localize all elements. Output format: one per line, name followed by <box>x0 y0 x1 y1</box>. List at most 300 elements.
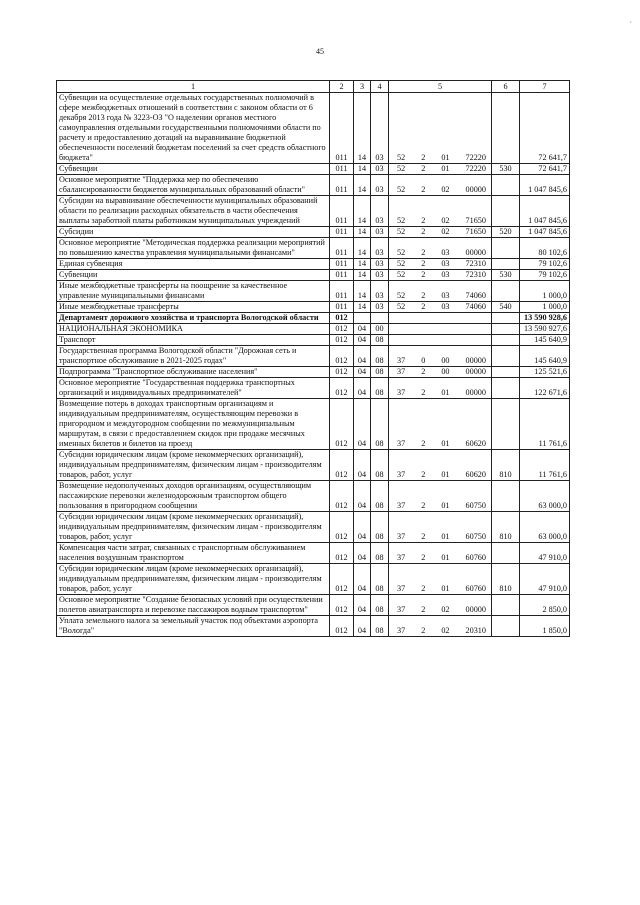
target-article-parts <box>391 270 489 280</box>
table-row <box>57 450 570 481</box>
amount-value: 80 102,6 <box>520 238 570 259</box>
target-article-part: 2 <box>421 185 426 194</box>
target-article-parts <box>391 439 489 449</box>
table-row <box>57 238 570 259</box>
grbs-code: 011 <box>330 270 354 281</box>
row-name: Уплата земельного налога за земельный участок под объектами аэропорта "Вологда" <box>57 616 330 637</box>
row-name: Единая субвенция <box>57 259 330 270</box>
section-code: 14 <box>354 93 371 164</box>
row-name: НАЦИОНАЛЬНАЯ ЭКОНОМИКА <box>57 324 330 335</box>
expense-type-code <box>492 313 520 324</box>
target-article-code <box>389 378 492 399</box>
subsection-code: 03 <box>371 270 389 281</box>
target-article-part: 2 <box>421 291 426 300</box>
section-code: 14 <box>354 196 371 227</box>
table-row <box>57 313 570 324</box>
expense-type-code <box>492 281 520 302</box>
target-article-code <box>389 399 492 450</box>
grbs-code: 012 <box>330 378 354 399</box>
target-article-part: 00000 <box>465 248 486 257</box>
subsection-code: 08 <box>371 481 389 512</box>
amount-value: 1 000,0 <box>520 302 570 313</box>
subsection-code: 03 <box>371 164 389 175</box>
target-article-part: 37 <box>397 356 406 365</box>
amount-value: 1 047 845,6 <box>520 175 570 196</box>
expense-type-code <box>492 616 520 637</box>
amount-value: 63 000,0 <box>520 481 570 512</box>
target-article-part: 60750 <box>465 501 486 510</box>
target-article-parts <box>391 584 489 594</box>
section-code: 14 <box>354 270 371 281</box>
table-row <box>57 378 570 399</box>
section-code: 04 <box>354 595 371 616</box>
target-article-part: 02 <box>441 605 450 614</box>
target-article-code <box>389 227 492 238</box>
subsection-code: 03 <box>371 259 389 270</box>
target-article-parts <box>391 185 489 195</box>
row-name: Субсидии юридическим лицам (кроме некоммерческих организаций), индивидуальным предпринимателям, физическим лицам - производителям товаров, работ, услуг <box>57 512 330 543</box>
grbs-code: 011 <box>330 175 354 196</box>
target-article-part: 37 <box>397 367 406 376</box>
row-name: Основное мероприятие "Поддержка мер по обеспечению сбалансированности бюджетов муниципальных образований области" <box>57 175 330 196</box>
table-row <box>57 481 570 512</box>
target-article-part: 52 <box>397 291 406 300</box>
target-article-part: 2 <box>421 553 426 562</box>
expense-type-code <box>492 543 520 564</box>
target-article-part: 2 <box>421 302 426 311</box>
table-row <box>57 564 570 595</box>
expense-type-code: 540 <box>492 302 520 313</box>
expense-type-code <box>492 346 520 367</box>
subsection-code: 08 <box>371 543 389 564</box>
table-row <box>57 93 570 164</box>
row-name: Субвенции <box>57 164 330 175</box>
subsection-code: 08 <box>371 399 389 450</box>
grbs-code: 012 <box>330 367 354 378</box>
target-article-part: 03 <box>441 291 450 300</box>
section-code: 04 <box>354 543 371 564</box>
expense-type-code: 530 <box>492 164 520 175</box>
target-article-part: 00000 <box>465 388 486 397</box>
grbs-code: 012 <box>330 543 354 564</box>
target-article-code <box>389 281 492 302</box>
target-article-part: 2 <box>421 367 426 376</box>
grbs-code: 012 <box>330 450 354 481</box>
amount-value: 63 000,0 <box>520 512 570 543</box>
target-article-part: 2 <box>421 470 426 479</box>
expense-type-code: 520 <box>492 227 520 238</box>
grbs-code: 011 <box>330 281 354 302</box>
target-article-part: 52 <box>397 164 406 173</box>
target-article-part: 37 <box>397 605 406 614</box>
target-article-code <box>389 196 492 227</box>
target-article-part: 60760 <box>465 553 486 562</box>
target-article-code <box>389 238 492 259</box>
target-article-part: 52 <box>397 227 406 236</box>
target-article-code <box>389 335 492 346</box>
subsection-code: 08 <box>371 564 389 595</box>
target-article-part: 03 <box>441 259 450 268</box>
section-code: 14 <box>354 281 371 302</box>
subsection-code: 08 <box>371 335 389 346</box>
table-row <box>57 196 570 227</box>
grbs-code: 011 <box>330 302 354 313</box>
expense-type-code <box>492 93 520 164</box>
target-article-part: 52 <box>397 259 406 268</box>
table-row <box>57 281 570 302</box>
grbs-code: 011 <box>330 227 354 238</box>
amount-value: 1 047 845,6 <box>520 227 570 238</box>
subsection-code: 03 <box>371 302 389 313</box>
section-code: 04 <box>354 450 371 481</box>
amount-value: 47 910,0 <box>520 564 570 595</box>
grbs-code: 011 <box>330 93 354 164</box>
target-article-parts <box>391 501 489 511</box>
section-code: 14 <box>354 175 371 196</box>
target-article-part: 02 <box>441 227 450 236</box>
amount-value: 2 850,0 <box>520 595 570 616</box>
target-article-code <box>389 481 492 512</box>
table-row <box>57 399 570 450</box>
table-row <box>57 335 570 346</box>
table-header-row <box>57 81 570 93</box>
subsection-code: 00 <box>371 324 389 335</box>
target-article-part: 01 <box>441 164 450 173</box>
target-article-part: 01 <box>441 388 450 397</box>
expense-type-code: 810 <box>492 512 520 543</box>
target-article-part: 37 <box>397 553 406 562</box>
target-article-parts <box>391 470 489 480</box>
target-article-parts <box>391 388 489 398</box>
target-article-part: 2 <box>421 501 426 510</box>
amount-value: 13 590 928,6 <box>520 313 570 324</box>
subsection-code: 03 <box>371 196 389 227</box>
target-article-part: 00 <box>441 356 450 365</box>
target-article-code <box>389 93 492 164</box>
header-col-4: 4 <box>371 81 389 93</box>
target-article-part: 52 <box>397 270 406 279</box>
grbs-code: 011 <box>330 196 354 227</box>
page-number: 45 <box>316 47 324 56</box>
row-name: Субсидии юридическим лицам (кроме некоммерческих организаций), индивидуальным предпринимателям, физическим лицам - производителям товаров, работ, услуг <box>57 564 330 595</box>
target-article-part: 52 <box>397 153 406 162</box>
target-article-part: 00000 <box>465 356 486 365</box>
grbs-code: 012 <box>330 313 354 324</box>
target-article-parts <box>391 532 489 542</box>
subsection-code <box>371 313 389 324</box>
amount-value: 79 102,6 <box>520 270 570 281</box>
target-article-code <box>389 564 492 595</box>
target-article-code <box>389 512 492 543</box>
target-article-part: 0 <box>421 356 426 365</box>
subsection-code: 03 <box>371 238 389 259</box>
grbs-code: 011 <box>330 259 354 270</box>
target-article-part: 2 <box>421 248 426 257</box>
target-article-part: 01 <box>441 501 450 510</box>
table-row <box>57 616 570 637</box>
row-name: Основное мероприятие "Создание безопасных условий при осуществлении полетов авиатранспорта и перевозке пассажиров водным транспортом" <box>57 595 330 616</box>
expense-type-code: 530 <box>492 270 520 281</box>
expense-type-code <box>492 335 520 346</box>
grbs-code: 012 <box>330 335 354 346</box>
target-article-part: 37 <box>397 584 406 593</box>
amount-value: 13 590 927,6 <box>520 324 570 335</box>
target-article-part: 03 <box>441 302 450 311</box>
target-article-part: 60760 <box>465 584 486 593</box>
target-article-part: 37 <box>397 501 406 510</box>
grbs-code: 012 <box>330 481 354 512</box>
row-name: Подпрограмма "Транспортное обслуживание населения" <box>57 367 330 378</box>
target-article-code <box>389 259 492 270</box>
subsection-code: 03 <box>371 93 389 164</box>
header-col-6: 6 <box>492 81 520 93</box>
target-article-part: 37 <box>397 532 406 541</box>
row-name: Субсидии юридическим лицам (кроме некоммерческих организаций), индивидуальным предпринимателям, физическим лицам - производителям товаров, работ, услуг <box>57 450 330 481</box>
subsection-code: 08 <box>371 512 389 543</box>
target-article-part: 01 <box>441 470 450 479</box>
table-row <box>57 512 570 543</box>
target-article-part: 02 <box>441 185 450 194</box>
subsection-code: 03 <box>371 281 389 302</box>
target-article-code <box>389 324 492 335</box>
target-article-parts <box>391 248 489 258</box>
expense-type-code <box>492 324 520 335</box>
amount-value: 1 047 845,6 <box>520 196 570 227</box>
table-row <box>57 543 570 564</box>
header-col-3: 3 <box>354 81 371 93</box>
table-row <box>57 595 570 616</box>
target-article-part: 37 <box>397 626 406 635</box>
target-article-part: 00 <box>441 367 450 376</box>
target-article-part: 03 <box>441 270 450 279</box>
target-article-part: 00000 <box>465 605 486 614</box>
expense-type-code <box>492 259 520 270</box>
header-col-5: 5 <box>389 81 492 93</box>
target-article-part: 60620 <box>465 470 486 479</box>
target-article-part: 2 <box>421 227 426 236</box>
expense-type-code <box>492 378 520 399</box>
target-article-parts <box>391 367 489 377</box>
row-name: Субсидии на выравнивание обеспеченности муниципальных образований области по реализации расходных обязательств в части обеспечения выплаты заработной платы работникам муниципальных учреждений <box>57 196 330 227</box>
target-article-code <box>389 595 492 616</box>
subsection-code: 03 <box>371 175 389 196</box>
amount-value: 1 000,0 <box>520 281 570 302</box>
row-name: Субвенции на осуществление отдельных государственных полномочий в сфере межбюджетных отношений в соответствии с законом области от 6 декабря 2013 года № 3223-ОЗ "О наделении органов местного самоуправления отдельными государственными полномочиями области по расчету и предоставлению дотаций на выравнивание бюджетной обеспеченности поселений бюджетам поселений за счет средств областного бюджета" <box>57 93 330 164</box>
target-article-part: 2 <box>421 584 426 593</box>
subsection-code: 03 <box>371 227 389 238</box>
target-article-parts <box>391 164 489 174</box>
amount-value: 72 641,7 <box>520 93 570 164</box>
section-code: 04 <box>354 399 371 450</box>
target-article-parts <box>391 291 489 301</box>
target-article-part: 2 <box>421 605 426 614</box>
target-article-part: 2 <box>421 259 426 268</box>
target-article-parts <box>391 259 489 269</box>
grbs-code: 012 <box>330 512 354 543</box>
target-article-part: 2 <box>421 439 426 448</box>
amount-value: 47 910,0 <box>520 543 570 564</box>
row-name: Компенсация части затрат, связанных с транспортным обслуживанием населения воздушным транспортом <box>57 543 330 564</box>
target-article-part: 2 <box>421 388 426 397</box>
section-code: 14 <box>354 164 371 175</box>
target-article-part: 72310 <box>465 259 486 268</box>
grbs-code: 012 <box>330 324 354 335</box>
row-name: Основное мероприятие "Методическая поддержка реализации мероприятий по повышению качества управления муниципальными финансами" <box>57 238 330 259</box>
grbs-code: 011 <box>330 238 354 259</box>
target-article-code <box>389 346 492 367</box>
amount-value: 11 761,6 <box>520 399 570 450</box>
table-row <box>57 175 570 196</box>
grbs-code: 012 <box>330 595 354 616</box>
target-article-code <box>389 302 492 313</box>
expense-type-code <box>492 595 520 616</box>
target-article-part: 2 <box>421 626 426 635</box>
row-name: Иные межбюджетные трансферты на поощрение за качественное управление муниципальными финансами <box>57 281 330 302</box>
target-article-part: 01 <box>441 153 450 162</box>
amount-value: 11 761,6 <box>520 450 570 481</box>
subsection-code: 08 <box>371 616 389 637</box>
subsection-code: 08 <box>371 367 389 378</box>
section-code: 04 <box>354 324 371 335</box>
amount-value: 72 641,7 <box>520 164 570 175</box>
header-col-2: 2 <box>330 81 354 93</box>
section-code: 14 <box>354 227 371 238</box>
table-row <box>57 346 570 367</box>
expense-type-code <box>492 238 520 259</box>
target-article-code <box>389 270 492 281</box>
target-article-part: 2 <box>421 153 426 162</box>
target-article-parts <box>391 302 489 312</box>
target-article-part: 2 <box>421 270 426 279</box>
target-article-part: 01 <box>441 532 450 541</box>
subsection-code: 08 <box>371 450 389 481</box>
target-article-part: 71650 <box>465 227 486 236</box>
target-article-part: 02 <box>441 626 450 635</box>
corner-mark: · <box>629 18 632 27</box>
target-article-part: 2 <box>421 532 426 541</box>
target-article-part: 72220 <box>465 153 486 162</box>
target-article-part: 2 <box>421 216 426 225</box>
target-article-parts <box>391 153 489 163</box>
target-article-part: 74060 <box>465 291 486 300</box>
table-row <box>57 367 570 378</box>
target-article-code <box>389 543 492 564</box>
grbs-code: 012 <box>330 399 354 450</box>
table-row <box>57 227 570 238</box>
target-article-part: 37 <box>397 388 406 397</box>
table-body <box>57 93 570 637</box>
budget-table <box>56 80 570 637</box>
target-article-part: 03 <box>441 248 450 257</box>
subsection-code: 08 <box>371 378 389 399</box>
amount-value: 125 521,6 <box>520 367 570 378</box>
expense-type-code: 810 <box>492 564 520 595</box>
section-code: 04 <box>354 616 371 637</box>
target-article-parts <box>391 227 489 237</box>
row-name: Иные межбюджетные трансферты <box>57 302 330 313</box>
target-article-part: 60620 <box>465 439 486 448</box>
target-article-part: 00000 <box>465 185 486 194</box>
section-code: 04 <box>354 346 371 367</box>
target-article-part: 01 <box>441 439 450 448</box>
target-article-parts <box>391 605 489 615</box>
amount-value: 122 671,6 <box>520 378 570 399</box>
header-col-1: 1 <box>57 81 330 93</box>
target-article-part: 37 <box>397 470 406 479</box>
target-article-part: 52 <box>397 185 406 194</box>
row-name: Возмещение недополученных доходов организациям, осуществляющим пассажирские перевозки железнодорожным транспортом общего пользования в пригородном сообщении <box>57 481 330 512</box>
row-name: Государственная программа Вологодской области "Дорожная сеть и транспортное обслуживание в 2021-2025 годах" <box>57 346 330 367</box>
target-article-part: 20310 <box>465 626 486 635</box>
target-article-code <box>389 313 492 324</box>
target-article-part: 52 <box>397 302 406 311</box>
grbs-code: 012 <box>330 616 354 637</box>
target-article-part: 01 <box>441 584 450 593</box>
target-article-part: 72310 <box>465 270 486 279</box>
target-article-part: 37 <box>397 439 406 448</box>
target-article-part: 02 <box>441 216 450 225</box>
section-code: 04 <box>354 378 371 399</box>
section-code: 04 <box>354 512 371 543</box>
amount-value: 1 850,0 <box>520 616 570 637</box>
table-row <box>57 164 570 175</box>
target-article-part: 72220 <box>465 164 486 173</box>
target-article-parts <box>391 553 489 563</box>
target-article-part: 52 <box>397 216 406 225</box>
row-name: Департамент дорожного хозяйства и транспорта Вологодской области <box>57 313 330 324</box>
amount-value: 145 640,9 <box>520 335 570 346</box>
expense-type-code <box>492 196 520 227</box>
row-name: Возмещение потерь в доходах транспортным организациям и индивидуальным предпринимателям, осуществляющим перевозки в пригородном и междугородном сообщении по межмуниципальным маршрутам, в связи с предоставлением скидок при продаже месячных именных билетов и билетов на проезд <box>57 399 330 450</box>
target-article-parts <box>391 626 489 636</box>
section-code <box>354 313 371 324</box>
target-article-part: 74060 <box>465 302 486 311</box>
section-code: 04 <box>354 481 371 512</box>
target-article-code <box>389 175 492 196</box>
section-code: 14 <box>354 302 371 313</box>
table-row <box>57 302 570 313</box>
target-article-part: 2 <box>421 164 426 173</box>
section-code: 04 <box>354 335 371 346</box>
expense-type-code <box>492 399 520 450</box>
target-article-part: 01 <box>441 553 450 562</box>
amount-value: 145 640,9 <box>520 346 570 367</box>
header-col-7: 7 <box>520 81 570 93</box>
section-code: 04 <box>354 564 371 595</box>
target-article-code <box>389 164 492 175</box>
table-row <box>57 324 570 335</box>
target-article-code <box>389 616 492 637</box>
target-article-part: 52 <box>397 248 406 257</box>
row-name: Транспорт <box>57 335 330 346</box>
grbs-code: 011 <box>330 164 354 175</box>
target-article-part: 00000 <box>465 367 486 376</box>
amount-value: 79 102,6 <box>520 259 570 270</box>
row-name: Основное мероприятие "Государственная поддержка транспортных организаций и индивидуальных предпринимателей" <box>57 378 330 399</box>
expense-type-code: 810 <box>492 450 520 481</box>
table-row <box>57 270 570 281</box>
expense-type-code <box>492 175 520 196</box>
section-code: 04 <box>354 367 371 378</box>
target-article-code <box>389 367 492 378</box>
section-code: 14 <box>354 238 371 259</box>
target-article-part: 71650 <box>465 216 486 225</box>
target-article-parts <box>391 216 489 226</box>
target-article-part: 60750 <box>465 532 486 541</box>
target-article-parts <box>391 356 489 366</box>
expense-type-code <box>492 367 520 378</box>
grbs-code: 012 <box>330 564 354 595</box>
